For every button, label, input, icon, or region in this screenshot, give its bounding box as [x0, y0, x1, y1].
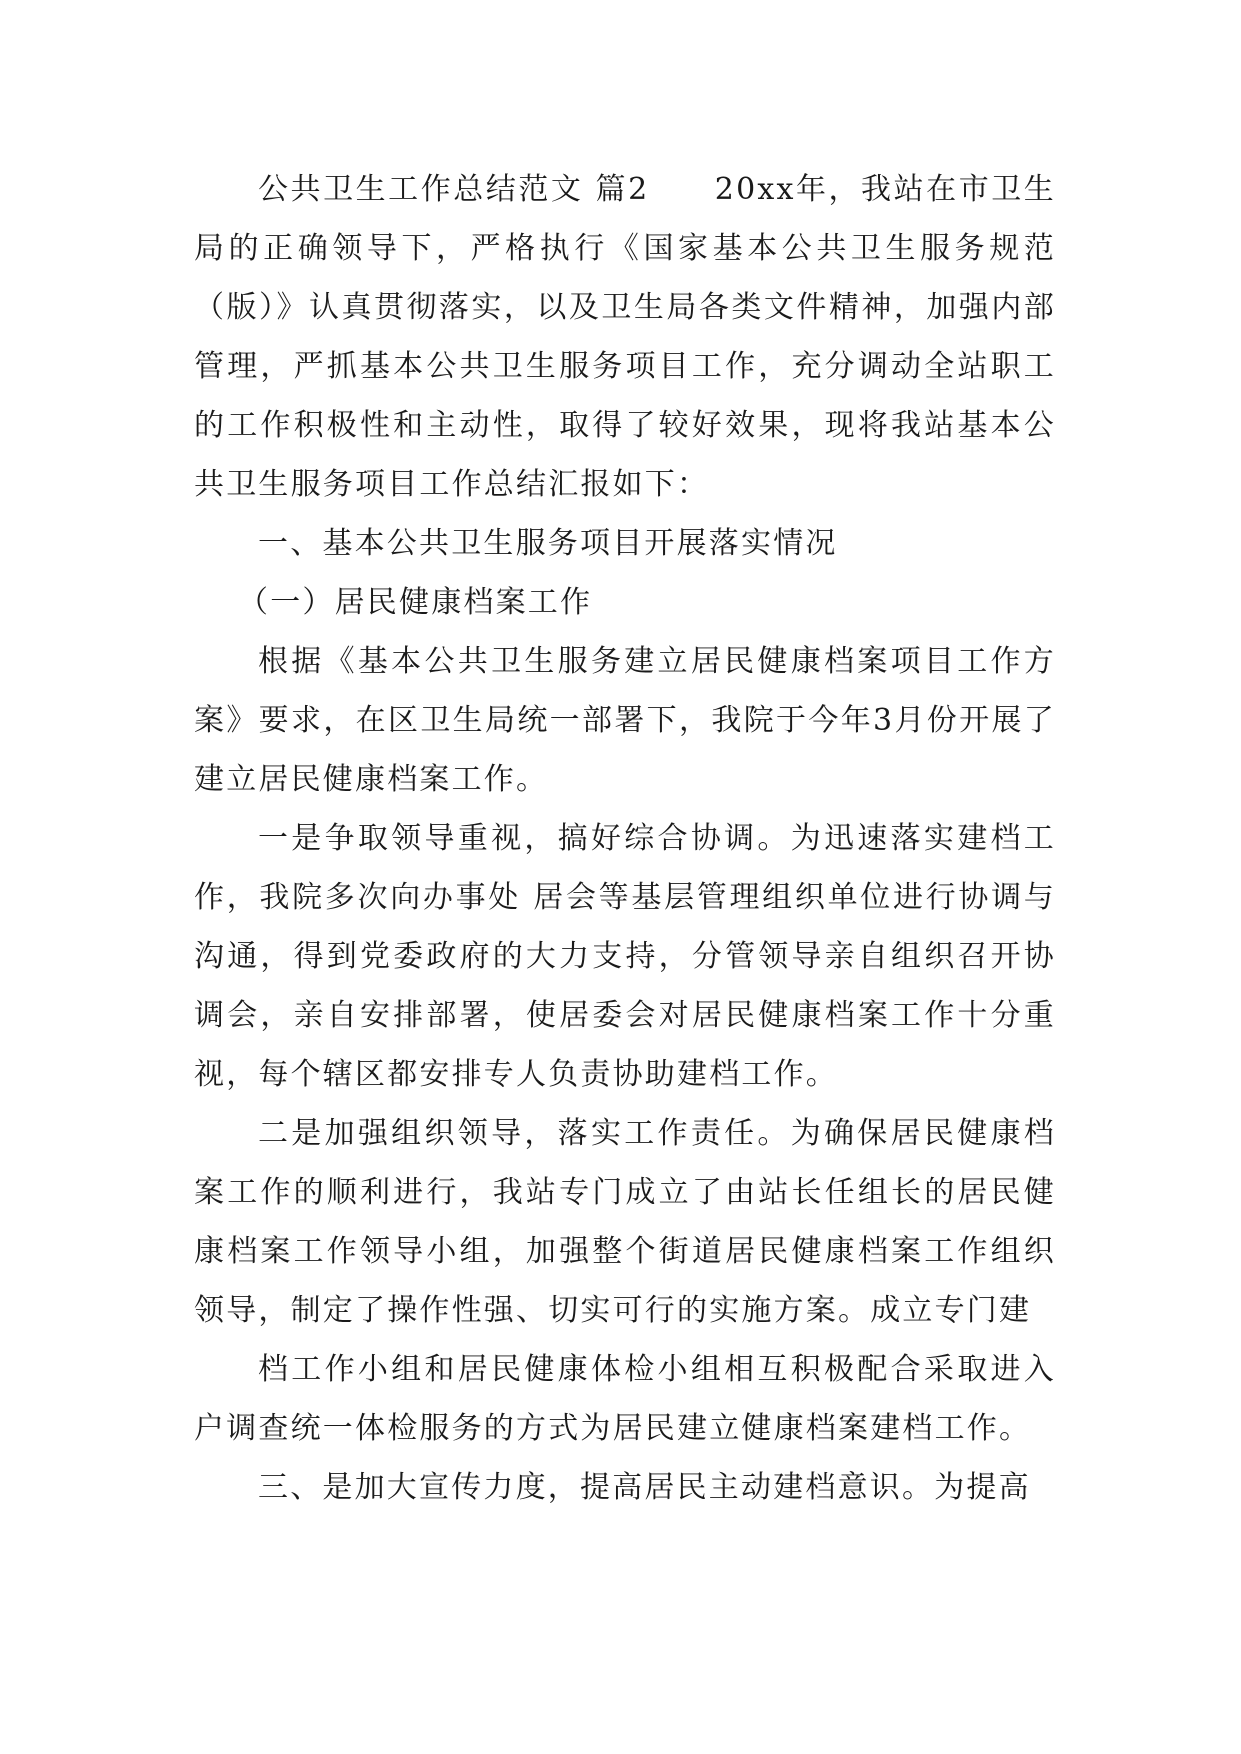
subsection-heading: （一）居民健康档案工作	[238, 585, 593, 620]
basis-paragraph: 根据《基本公共卫生服务建立居民健康档案项目工作方案》要求，在区卫生局统一部署下，我院于今年3月份开展了建立居民健康档案工作。	[194, 644, 1056, 797]
document-body	[194, 160, 1056, 1517]
section-heading: 一、基本公共卫生服务项目开展落实情况	[258, 526, 838, 561]
intro-paragraph: 公共卫生工作总结范文 篇2 20xx年，我站在市卫生局的正确领导下，严格执行《国家基本公共卫生服务规范（版）》认真贯彻落实，以及卫生局各类文件精神，加强内部管理，严抓基本公共卫生服务项目工作，充分调动全站职工的工作积极性和主动性，取得了较好效果，现将我站基本公共卫生服务项目工作总结汇报如下：	[194, 172, 1056, 502]
second-point-paragraph: 二是加强组织领导，落实工作责任。为确保居民健康档案工作的顺利进行，我站专门成立了由站长任组长的居民健康档案工作领导小组，加强整个街道居民健康档案工作组织领导，制定了操作性强、切实可行的实施方案。成立专门建	[194, 1116, 1056, 1328]
second-point-continuation: 档工作小组和居民健康体检小组相互积极配合采取进入户调查统一体检服务的方式为居民建立健康档案建档工作。	[194, 1352, 1056, 1446]
third-point-paragraph: 三、是加大宣传力度，提高居民主动建档意识。为提高	[258, 1470, 1031, 1505]
first-point-paragraph: 一是争取领导重视，搞好综合协调。为迅速落实建档工作，我院多次向办事处 居会等基层管理组织单位进行协调与沟通，得到党委政府的大力支持，分管领导亲自组织召开协调会，亲自安排部署，使居委会对居民健康档案工作十分重视，每个辖区都安排专人负责协助建档工作。	[194, 821, 1056, 1092]
